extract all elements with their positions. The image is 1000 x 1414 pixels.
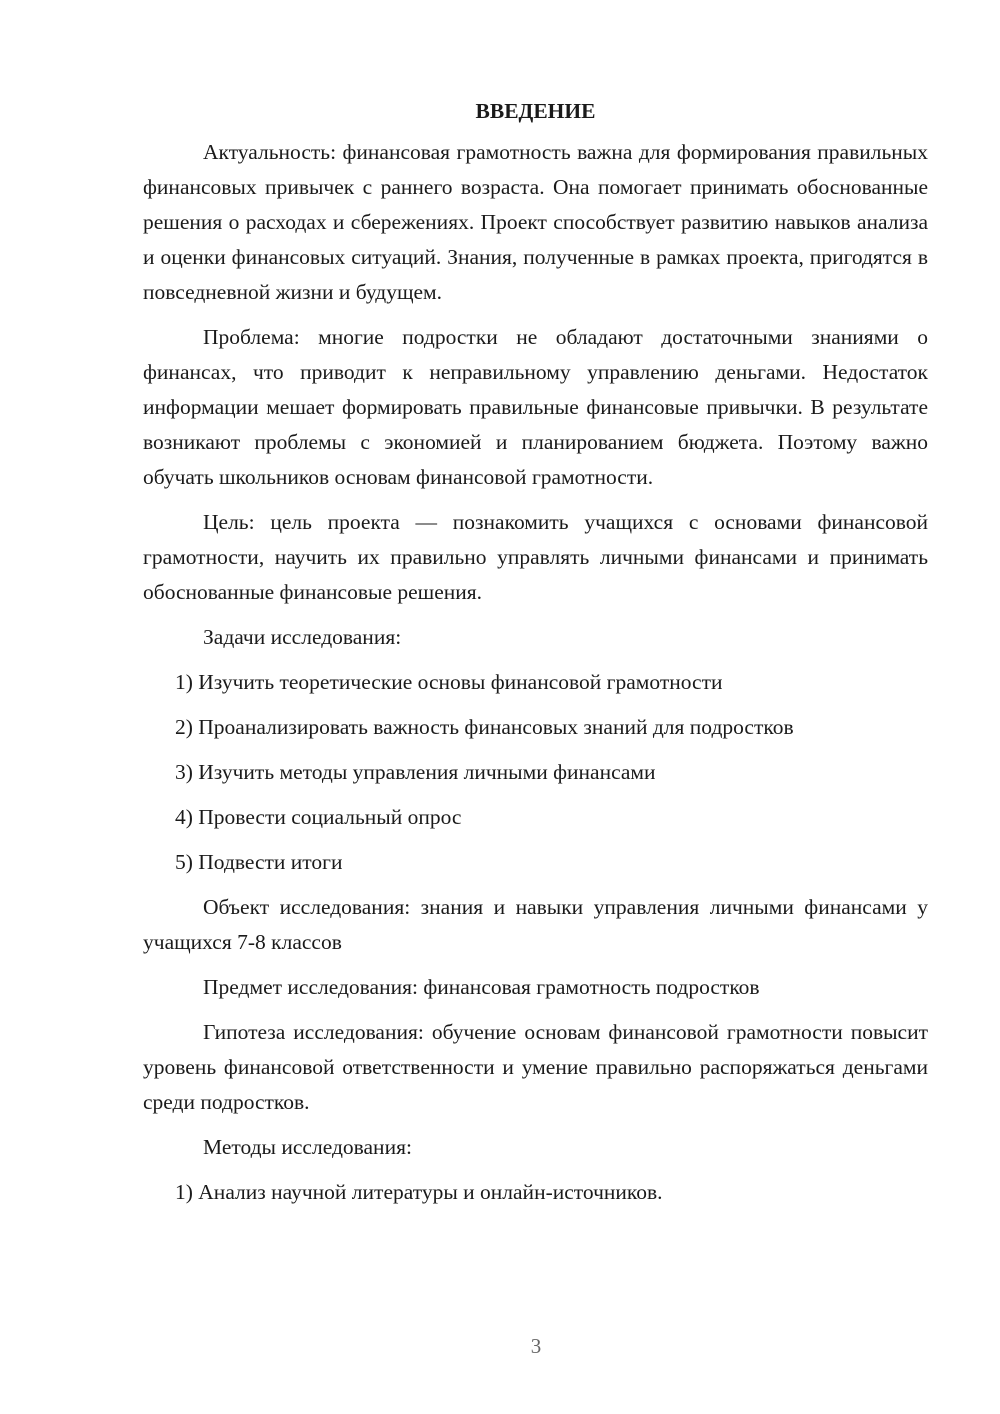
list-item: 1) Изучить теоретические основы финансовой грамотности: [175, 670, 723, 694]
relevance-paragraph: Актуальность: финансовая грамотность важна для формирования правильных финансовых привычек с раннего возраста. Она помогает принимать обоснованные решения о расходах и сбережениях. Проект способствует развитию навыков анализа и оценки финансовых ситуаций. Знания, полученные в рамках проекта, пригодятся в повседневной жизни и будущем.: [143, 140, 928, 304]
list-item: 3) Изучить методы управления личными финансами: [175, 760, 656, 784]
hypothesis-paragraph: Гипотеза исследования: обучение основам финансовой грамотности повысит уровень финансовой ответственности и умение правильно распоряжаться деньгами среди подростков.: [143, 1020, 928, 1114]
methods-header: Методы исследования:: [203, 1135, 412, 1159]
list-item: 2) Проанализировать важность финансовых знаний для подростков: [175, 715, 794, 739]
tasks-list: [143, 665, 928, 880]
section-title: ВВЕДЕНИЕ: [475, 99, 596, 123]
page-content: [143, 94, 928, 1220]
page-number: 3: [530, 1334, 542, 1358]
problem-paragraph: Проблема: многие подростки не обладают достаточными знаниями о финансах, что приводит к неправильному управлению деньгами. Недостаток информации мешает формировать правильные финансовые привычки. В результате возникают проблемы с экономией и планированием бюджета. Поэтому важно обучать школьников основам финансовой грамотности.: [143, 325, 928, 489]
subject-paragraph: Предмет исследования: финансовая грамотность подростков: [203, 975, 760, 999]
list-item: 4) Провести социальный опрос: [175, 805, 462, 829]
list-item: 1) Анализ научной литературы и онлайн-источников.: [175, 1180, 663, 1204]
tasks-header: Задачи исследования:: [203, 625, 402, 649]
methods-list: [143, 1175, 928, 1210]
list-item: 5) Подвести итоги: [175, 850, 343, 874]
object-paragraph: Объект исследования: знания и навыки управления личными финансами у учащихся 7-8 классов: [143, 895, 928, 954]
goal-paragraph: Цель: цель проекта — познакомить учащихся с основами финансовой грамотности, научить их правильно управлять личными финансами и принимать обоснованные финансовые решения.: [143, 510, 928, 604]
